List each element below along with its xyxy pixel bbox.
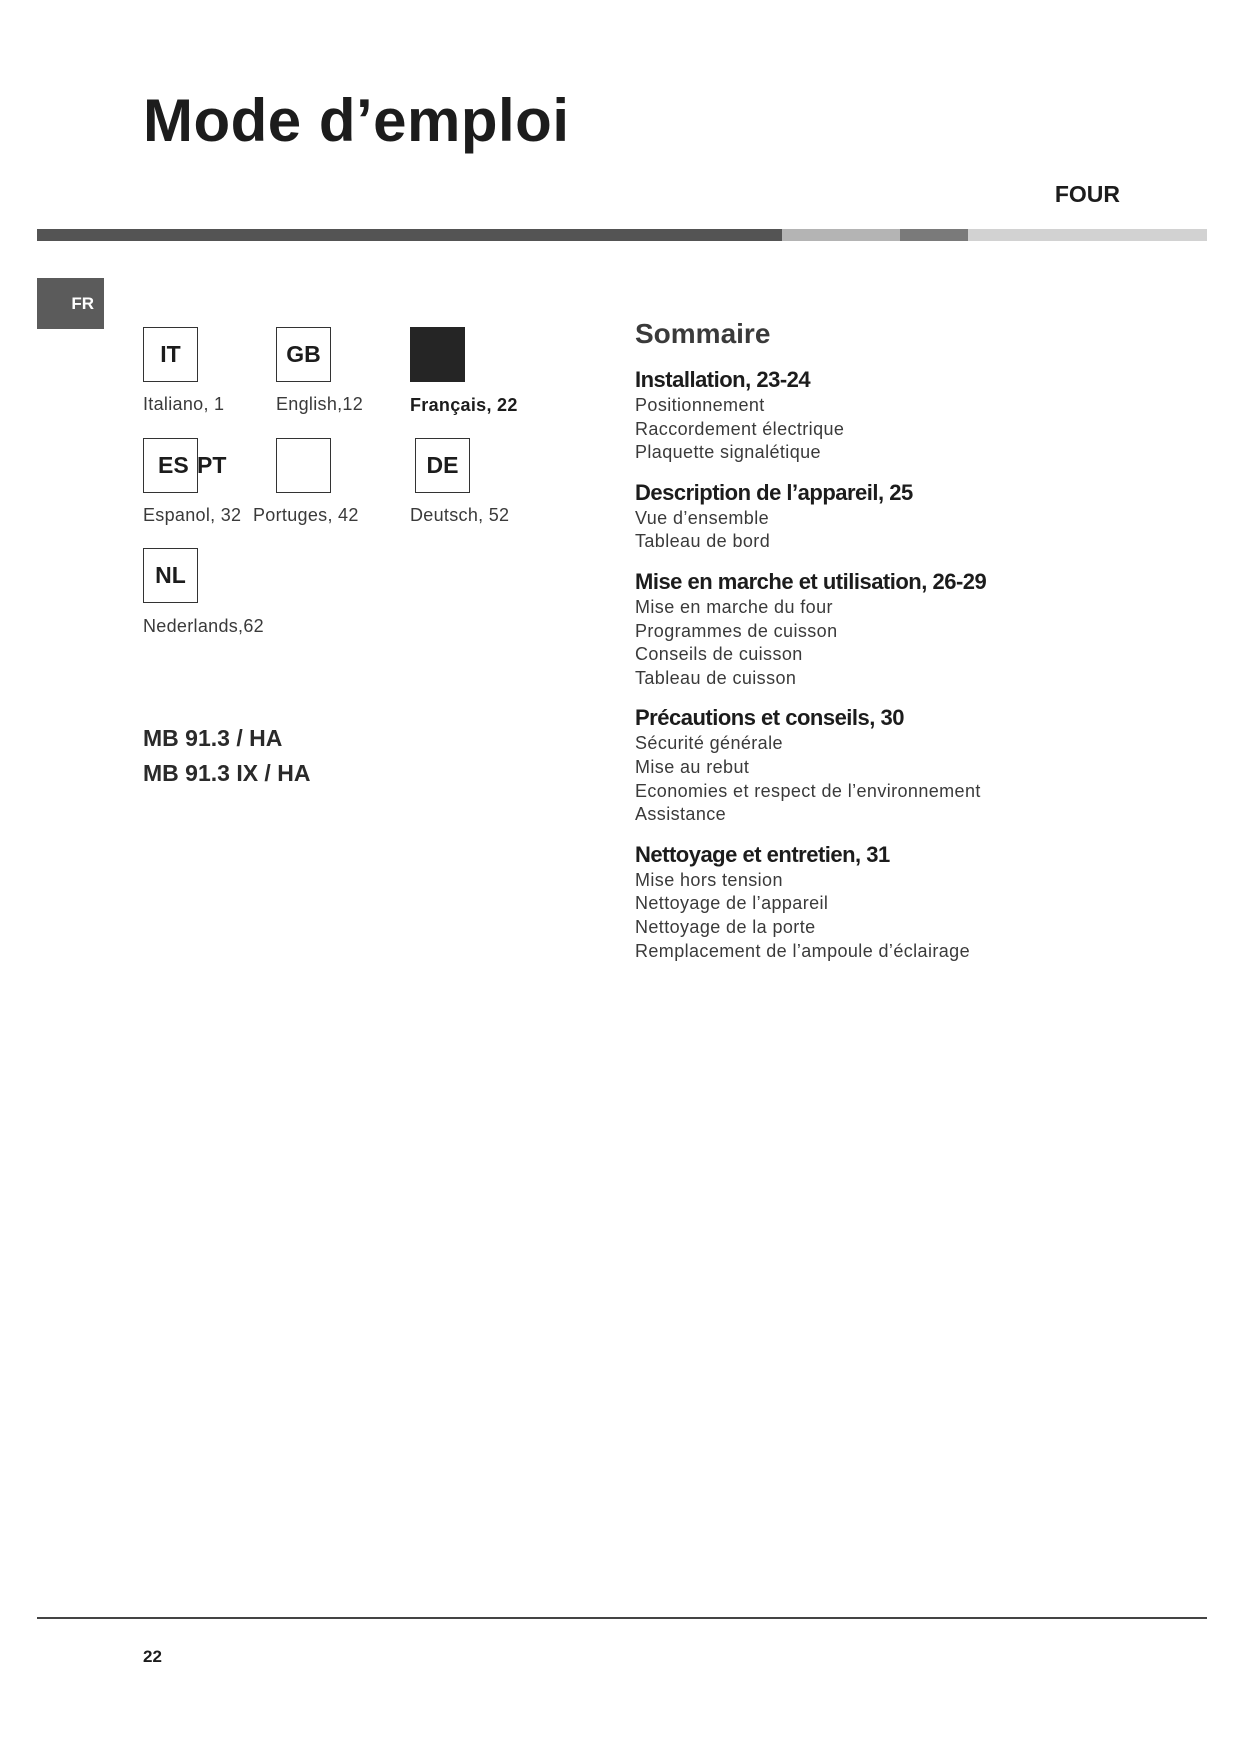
model-name-2: MB 91.3 IX / HA: [143, 760, 311, 786]
language-box-nl[interactable]: NL: [143, 548, 198, 603]
toc-item: Assistance: [635, 804, 727, 825]
language-box-es[interactable]: ES: [143, 438, 198, 493]
toc-heading[interactable]: Description de l’appareil, 25: [635, 479, 913, 505]
language-label-it: Italiano, 1: [143, 394, 225, 414]
toc-item: Mise en marche du four: [635, 596, 833, 617]
header-bar-light-segment: [782, 229, 900, 241]
language-box-it[interactable]: IT: [143, 327, 198, 382]
toc-item: Tableau de cuisson: [635, 667, 797, 688]
toc-item: Tableau de bord: [635, 531, 771, 552]
toc-item: Mise au rebut: [635, 756, 750, 777]
header-bar-lightest-segment: [968, 229, 1207, 241]
header-bar-dark-segment: [37, 229, 782, 241]
toc-section-usage: [635, 568, 1195, 690]
model-name-1: MB 91.3 / HA: [143, 725, 283, 751]
language-box-gb[interactable]: GB: [276, 327, 331, 382]
product-type: FOUR: [1054, 181, 1120, 207]
header-bar-mid-segment: [900, 229, 968, 241]
language-box-de[interactable]: DE: [415, 438, 470, 493]
language-label-nl: Nederlands,62: [143, 616, 264, 636]
toc-item: Raccordement électrique: [635, 418, 845, 439]
toc-heading[interactable]: Installation, 23-24: [635, 367, 811, 392]
language-box-fr-selected[interactable]: [410, 327, 465, 382]
language-label-pt: Portuges, 42: [253, 505, 359, 525]
language-label-de: Deutsch, 52: [410, 505, 510, 525]
language-label-fr: Français, 22: [410, 395, 518, 415]
toc-section-installation: [635, 366, 1195, 465]
toc-item: Vue d’ensemble: [635, 507, 770, 528]
toc-item: Sécurité générale: [635, 733, 783, 754]
language-tab-fr: FR: [37, 278, 104, 329]
toc-section-cleaning: [635, 841, 1195, 963]
page-number: 22: [143, 1647, 162, 1666]
toc-item: Programmes de cuisson: [635, 620, 838, 641]
toc-title: Sommaire: [635, 318, 771, 349]
language-label-es: Espanol, 32: [143, 505, 242, 525]
toc-item: Conseils de cuisson: [635, 644, 803, 665]
toc-section-precautions: [635, 704, 1195, 826]
toc-item: Nettoyage de l’appareil: [635, 893, 829, 914]
toc-heading[interactable]: Nettoyage et entretien, 31: [635, 841, 890, 867]
toc-item: Economies et respect de l’environnement: [635, 780, 981, 801]
language-code-pt: PT: [197, 452, 227, 478]
toc-item: Plaquette signalétique: [635, 442, 821, 463]
toc-heading[interactable]: Précautions et conseils, 30: [635, 705, 904, 731]
toc-item: Mise hors tension: [635, 869, 783, 890]
page-title: Mode d’emploi: [143, 87, 570, 154]
footer-divider: [37, 1617, 1207, 1619]
language-box-pt[interactable]: [276, 438, 331, 493]
toc-item: Nettoyage de la porte: [635, 916, 816, 937]
toc-item: Positionnement: [635, 395, 765, 415]
language-label-gb: English,12: [276, 394, 364, 414]
table-of-contents: [635, 318, 1195, 977]
toc-item: Remplacement de l’ampoule d’éclairage: [635, 940, 970, 961]
toc-section-description: [635, 479, 1195, 554]
toc-heading[interactable]: Mise en marche et utilisation, 26-29: [635, 568, 987, 594]
